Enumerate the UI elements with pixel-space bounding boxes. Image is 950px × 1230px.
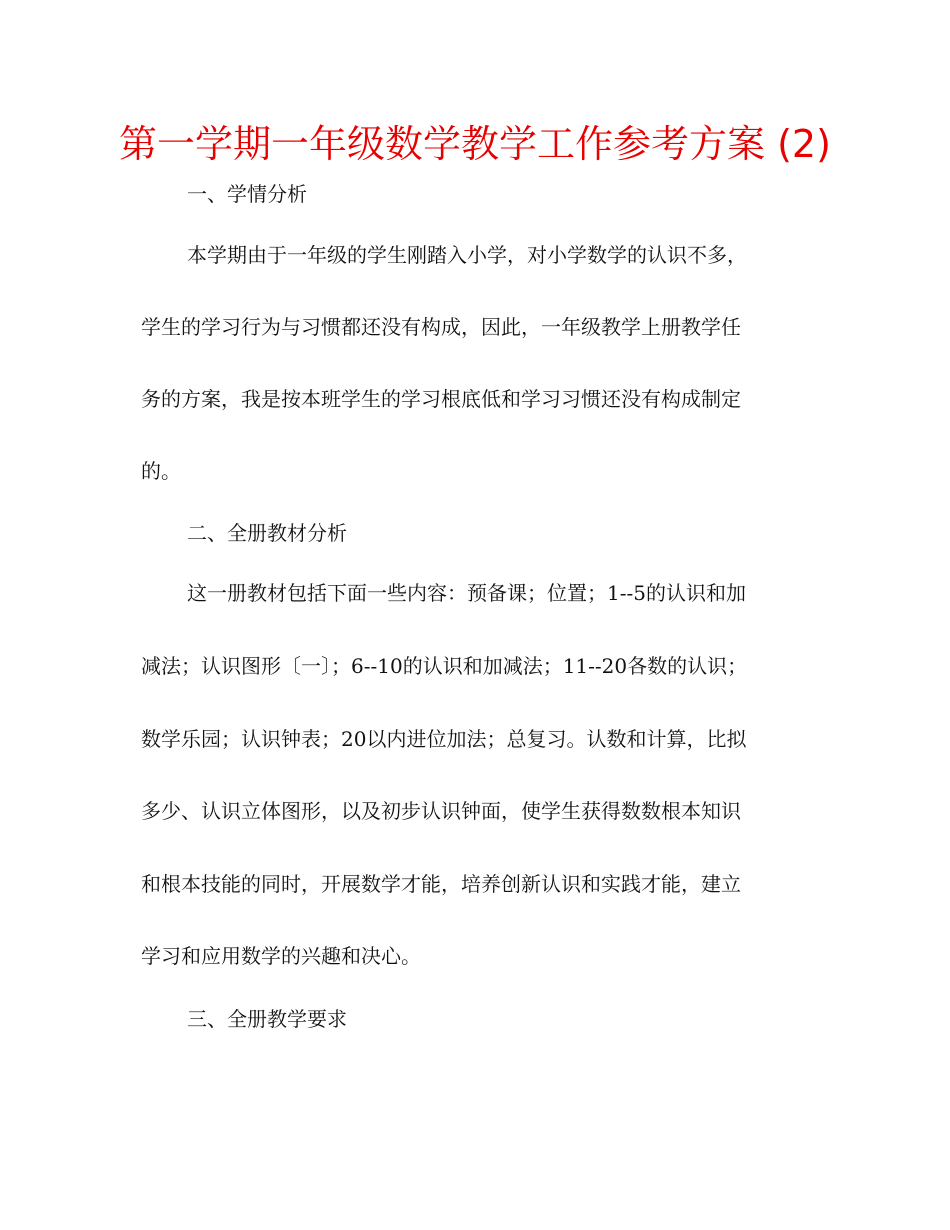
section-heading-1: 一、学情分析 bbox=[187, 182, 307, 206]
paragraph-line: 数学乐园；认识钟表；20以内进位加法；总复习。认数和计算，比拟 bbox=[141, 727, 747, 751]
paragraph-line: 学习和应用数学的兴趣和决心。 bbox=[141, 944, 421, 968]
paragraph-line: 多少、认识立体图形，以及初步认识钟面，使学生获得数数根本知识 bbox=[141, 799, 741, 823]
paragraph-line: 减法；认识图形〔一〕；6--10的认识和加减法；11--20各数的认识； bbox=[141, 654, 748, 678]
paragraph-line: 这一册教材包括下面一些内容：预备课；位置；1--5的认识和加 bbox=[187, 581, 746, 605]
section-heading-3: 三、全册教学要求 bbox=[187, 1007, 347, 1031]
paragraph-line: 和根本技能的同时，开展数学才能，培养创新认识和实践才能，建立 bbox=[141, 872, 741, 896]
section-heading-2: 二、全册教材分析 bbox=[187, 521, 347, 545]
paragraph-line: 的。 bbox=[141, 459, 181, 483]
paragraph-line: 务的方案，我是按本班学生的学习根底低和学习习惯还没有构成制定 bbox=[141, 387, 741, 411]
page-title: 第一学期一年级数学教学工作参考方案 (2) bbox=[119, 122, 831, 166]
paragraph-line: 本学期由于一年级的学生刚踏入小学，对小学数学的认识不多， bbox=[187, 243, 747, 267]
paragraph-line: 学生的学习行为与习惯都还没有构成，因此，一年级教学上册教学任 bbox=[141, 315, 741, 339]
